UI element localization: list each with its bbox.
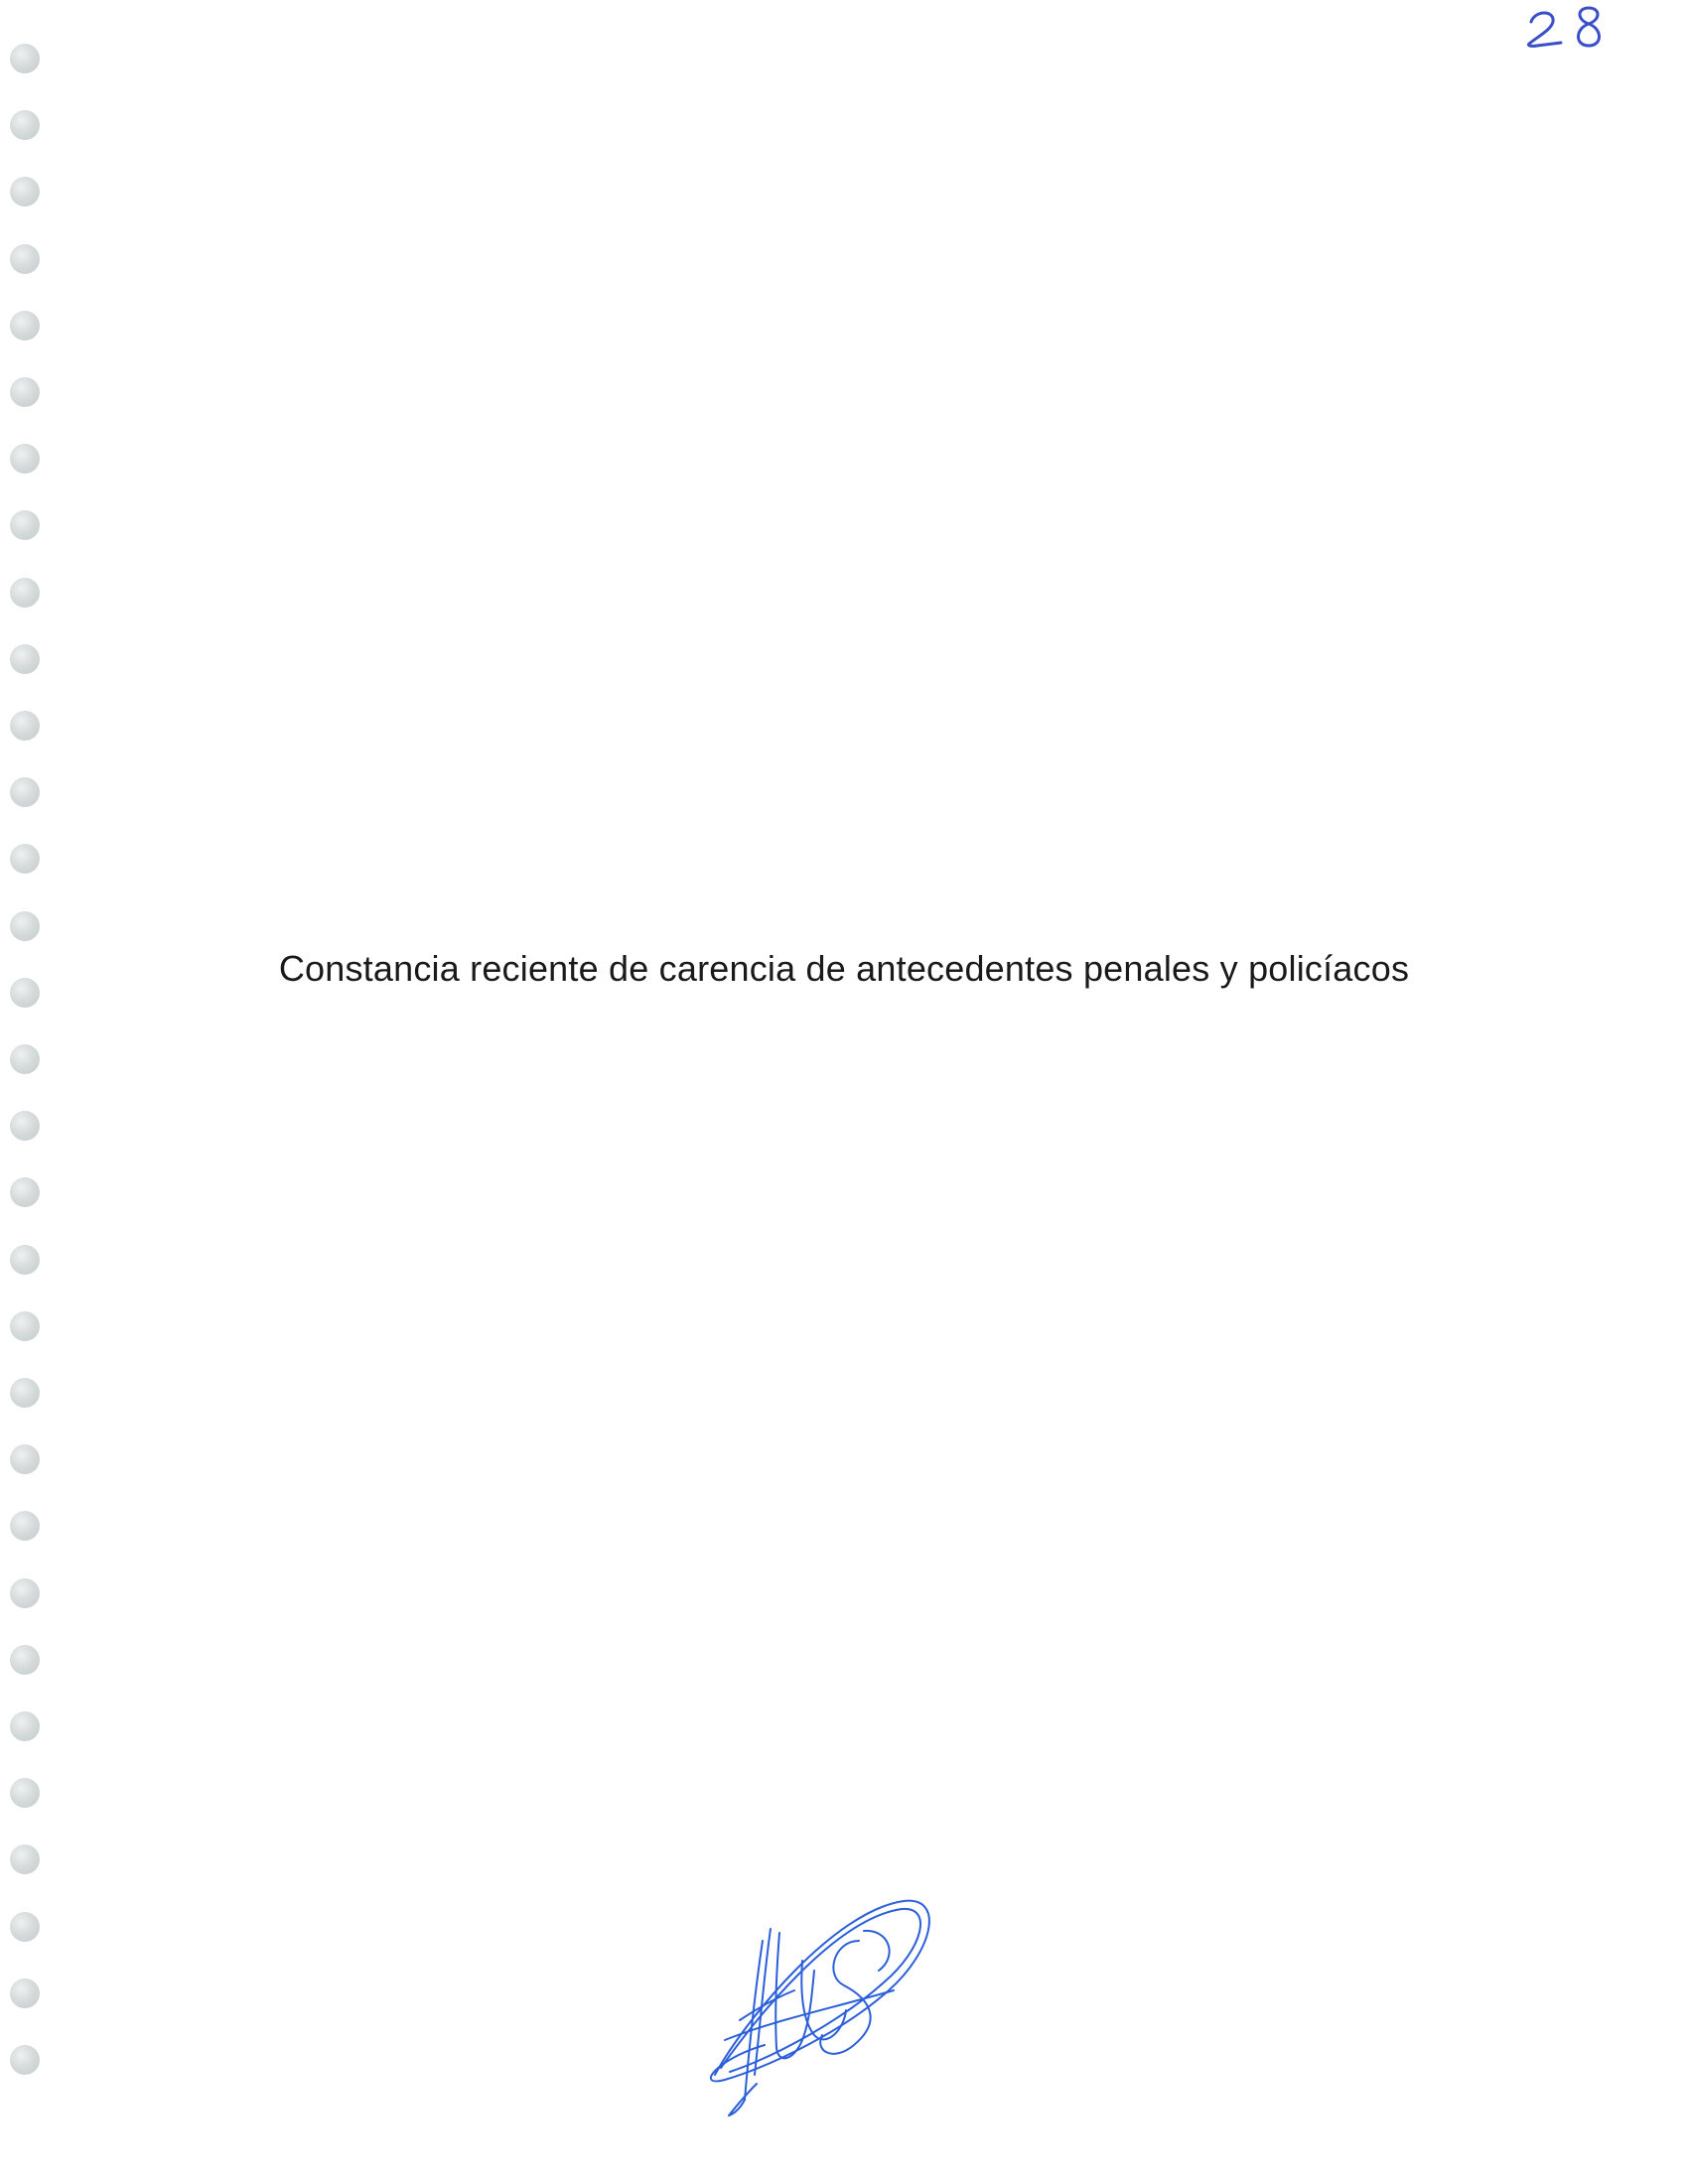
binding-hole <box>10 110 40 140</box>
binding-hole <box>10 1378 40 1408</box>
binding-hole <box>10 1711 40 1741</box>
binding-hole <box>10 1844 40 1874</box>
binding-hole <box>10 1511 40 1541</box>
signature-icon <box>685 1871 943 2119</box>
binding-hole <box>10 1245 40 1275</box>
binding-hole <box>10 711 40 741</box>
binding-hole <box>10 844 40 874</box>
binding-hole <box>10 1778 40 1808</box>
binding-hole <box>10 244 40 274</box>
binding-hole <box>10 444 40 474</box>
binding-hole <box>10 44 40 73</box>
binding-hole <box>10 1912 40 1942</box>
binding-hole <box>10 1044 40 1074</box>
binding-hole <box>10 311 40 341</box>
binding-hole <box>10 578 40 608</box>
page-number-drawing <box>1517 2 1626 54</box>
handwritten-page-number <box>1517 2 1626 54</box>
binding-hole <box>10 1645 40 1675</box>
binding-hole <box>10 644 40 674</box>
binding-hole <box>10 1177 40 1207</box>
binding-hole <box>10 1111 40 1141</box>
binding-hole <box>10 377 40 407</box>
signature-drawing <box>685 1871 943 2119</box>
binding-hole <box>10 1444 40 1474</box>
binding-hole <box>10 1979 40 2008</box>
binding-hole <box>10 177 40 206</box>
document-title: Constancia reciente de carencia de antecedentes penales y policíacos <box>278 948 1410 989</box>
binding-hole <box>10 911 40 941</box>
binding-hole <box>10 1311 40 1341</box>
binding-hole <box>10 2045 40 2075</box>
binding-hole <box>10 777 40 807</box>
binding-hole <box>10 510 40 540</box>
binding-holes <box>0 0 60 2184</box>
binding-hole <box>10 1578 40 1608</box>
